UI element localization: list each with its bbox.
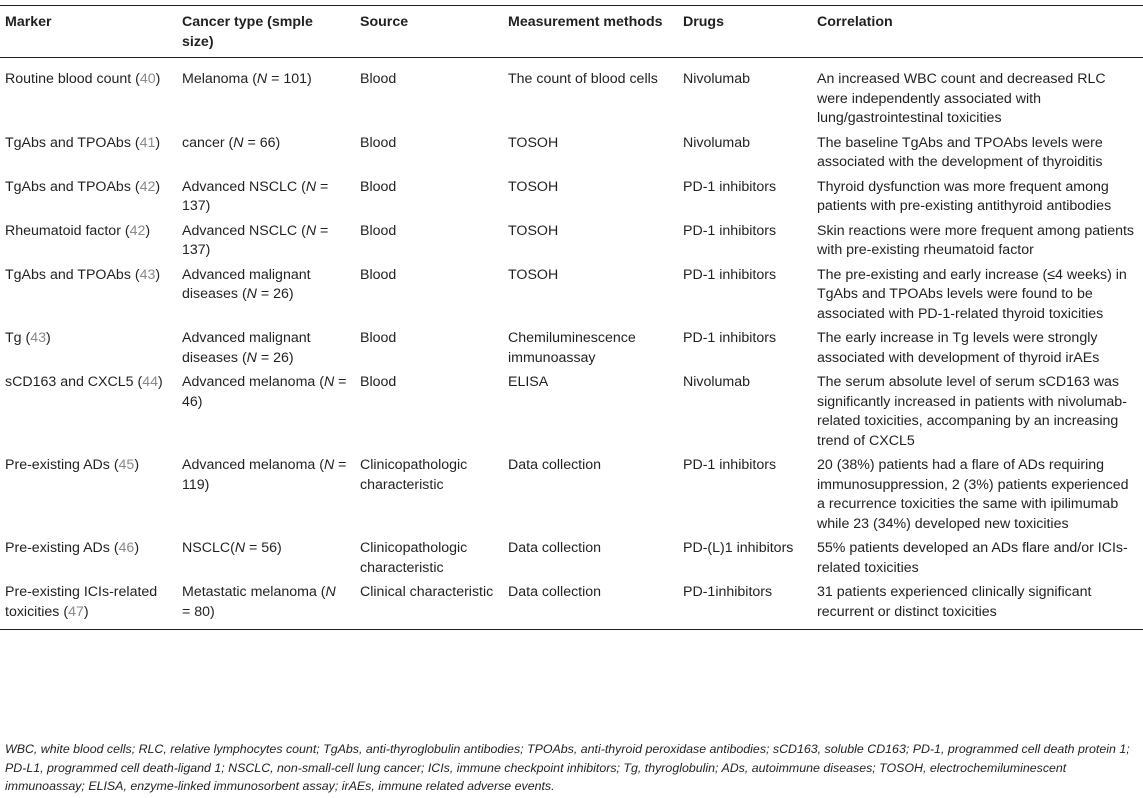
sample-size: 66 <box>259 134 276 151</box>
cell-correlation: 55% patients developed an ADs flare and/or ICIs-related toxicities <box>817 540 1128 576</box>
cell-drugs: PD-1 inhibitors <box>683 330 777 346</box>
cell-marker: TgAbs and TPOAbs (42) <box>5 178 161 195</box>
sample-size: 119 <box>182 476 205 493</box>
cell-marker: Routine blood count (40) <box>5 71 161 87</box>
cell-measurement-method: Chemiluminescence immunoassay <box>508 330 636 366</box>
table-row <box>0 58 1143 131</box>
sample-size: 46 <box>182 393 198 410</box>
table-row <box>0 326 1143 370</box>
reference-link[interactable]: 41 <box>139 134 156 151</box>
reference-link[interactable]: 47 <box>68 603 84 620</box>
header-row <box>0 6 1143 58</box>
cell-correlation: 31 patients experienced clinically significant recurrent or distinct toxicities <box>812 580 1143 630</box>
reference-link[interactable]: 42 <box>129 222 146 239</box>
cell-source: Blood <box>360 134 397 151</box>
cell-source: Clinicopathologic characteristic <box>360 540 468 576</box>
cell-marker: Pre-existing ADs (46) <box>5 540 140 556</box>
cell-cancer-type: Advanced NSCLC (N = 137) <box>182 178 329 214</box>
header-cancer-type: Cancer type (smple size) <box>177 6 355 58</box>
marker-name: TgAbs and TPOAbs <box>5 266 131 283</box>
header-drugs: Drugs <box>678 6 812 58</box>
sample-size: 137 <box>182 242 206 258</box>
header-measurement-methods: Measurement methods <box>503 6 678 58</box>
marker-name: Pre-existing ADs <box>5 540 110 556</box>
cancer-type: NSCLC <box>182 540 231 556</box>
cell-measurement-method: TOSOH <box>508 222 559 239</box>
reference-link[interactable]: 42 <box>139 178 156 195</box>
cell-source: Blood <box>360 266 397 283</box>
cell-measurement-method: Data collection <box>508 540 602 556</box>
marker-name: Rheumatoid factor <box>5 222 121 239</box>
table-header <box>0 6 1143 58</box>
table-row <box>0 263 1143 327</box>
cell-source: Blood <box>360 374 397 390</box>
reference-link[interactable]: 43 <box>30 330 47 346</box>
cell-source: Clinical characteristic <box>355 580 503 630</box>
cell-source: Blood <box>360 71 397 87</box>
cell-drugs: Nivolumab <box>683 134 751 151</box>
header-correlation: Correlation <box>812 6 1143 58</box>
cell-drugs: PD-1 inhibitors <box>683 266 777 283</box>
cancer-type: Advanced malignant diseases <box>182 266 311 302</box>
cell-source: Clinicopathologic characteristic <box>360 457 468 493</box>
marker-name: TgAbs and TPOAbs <box>5 178 131 195</box>
cell-measurement-method: TOSOH <box>508 134 559 151</box>
cancer-type: Melanoma <box>182 71 249 87</box>
cell-cancer-type: Advanced melanoma (N = 46) <box>182 374 347 410</box>
cell-drugs: Nivolumab <box>683 374 751 390</box>
cell-measurement-method: TOSOH <box>508 266 559 283</box>
table-row <box>0 131 1143 175</box>
header-marker: Marker <box>0 6 177 58</box>
cell-marker: Tg (43) <box>5 330 51 346</box>
cell-marker: TgAbs and TPOAbs (43) <box>5 266 161 283</box>
cell-correlation: 20 (38%) patients had a flare of ADs requiring immunosuppression, 2 (3%) patients experienced a recurrence toxicities the same with ipilimumab while 23 (34%) developed new toxicities <box>817 457 1129 532</box>
cell-correlation: An increased WBC count and decreased RLC were independently associated with lung/gastrointestinal toxicities <box>817 71 1106 126</box>
reference-link[interactable]: 44 <box>142 374 158 390</box>
cancer-type: Advanced melanoma <box>182 457 316 473</box>
table-footnote: WBC, white blood cells; RLC, relative lymphocytes count; TgAbs, anti-thyroglobulin antibodies; TPOAbs, anti-thyroid peroxidase antibodies; sCD163, soluble CD163; PD-1, programmed cell death protein 1; PD-L1, programmed cell death-ligand 1; NSCLC, non-small-cell lung cancer; ICIs, immune checkpoint inhibitors; Tg, thyroglobulin; ADs, autoimmune diseases; TOSOH, electrochemiluminescent immunoassay; ELISA, enzyme-linked immunosorbent assay; irAEs, immune related adverse events. <box>5 742 1130 793</box>
cell-correlation: Thyroid dysfunction was more frequent among patients with pre-existing antithyroid antibodies <box>817 178 1112 214</box>
cell-drugs: PD-1 inhibitors <box>683 457 777 473</box>
table-row <box>0 580 1143 630</box>
cell-cancer-type: Advanced NSCLC (N = 137) <box>182 222 329 258</box>
cell-measurement-method: The count of blood cells <box>508 71 658 87</box>
cancer-type: Advanced melanoma <box>182 374 316 390</box>
cell-cancer-type: Melanoma (N = 101) <box>182 71 312 87</box>
cell-cancer-type: NSCLC(N = 56) <box>182 540 282 556</box>
cell-measurement-method: TOSOH <box>508 178 559 195</box>
cell-source: Blood <box>360 330 397 346</box>
reference-link[interactable]: 43 <box>139 266 156 283</box>
cell-marker: TgAbs and TPOAbs (41) <box>5 134 161 151</box>
cell-cancer-type: Metastatic melanoma (N = 80) <box>177 580 355 630</box>
cancer-type: cancer <box>182 134 225 151</box>
cancer-type: Advanced NSCLC <box>182 222 298 239</box>
table-body <box>0 58 1143 630</box>
cell-measurement-method: Data collection <box>503 580 678 630</box>
cell-cancer-type: cancer (N = 66) <box>182 134 281 151</box>
sample-size: 137 <box>182 198 206 214</box>
cell-cancer-type: Advanced malignant diseases (N = 26) <box>182 330 311 366</box>
sample-size: 56 <box>261 540 278 556</box>
cell-measurement-method: ELISA <box>508 374 549 390</box>
cell-marker: Rheumatoid factor (42) <box>5 222 151 239</box>
cell-cancer-type: Advanced malignant diseases (N = 26) <box>182 266 311 302</box>
cell-marker: Pre-existing ADs (45) <box>5 457 140 473</box>
cell-measurement-method: Data collection <box>508 457 602 473</box>
cell-drugs: PD-(L)1 inhibitors <box>683 540 794 556</box>
marker-name: Routine blood count <box>5 71 132 87</box>
table-row <box>0 453 1143 536</box>
table-row <box>0 175 1143 219</box>
cell-correlation: The baseline TgAbs and TPOAbs levels were associated with the development of thyroiditis <box>817 134 1103 170</box>
cell-drugs: Nivolumab <box>683 71 751 87</box>
table-row <box>0 536 1143 580</box>
cancer-type: Metastatic melanoma <box>182 584 317 600</box>
cell-cancer-type: Advanced melanoma (N = 119) <box>182 457 347 493</box>
sample-size: 80 <box>194 603 211 620</box>
reference-link[interactable]: 46 <box>118 540 135 556</box>
reference-link[interactable]: 45 <box>118 457 135 473</box>
header-source: Source <box>355 6 503 58</box>
cell-source: Blood <box>360 178 397 195</box>
table-row <box>0 370 1143 453</box>
cell-drugs: PD-1 inhibitors <box>683 178 777 195</box>
sample-size: 101 <box>283 71 308 87</box>
table-row <box>0 219 1143 263</box>
marker-name: sCD163 and CXCL5 <box>5 374 134 390</box>
marker-name: Pre-existing ICIs-related toxicities <box>5 584 158 620</box>
reference-link[interactable]: 40 <box>139 71 156 87</box>
cell-source: Blood <box>360 222 397 239</box>
cell-correlation: The early increase in Tg levels were strongly associated with development of thyroid irAEs <box>817 330 1100 366</box>
cell-marker: sCD163 and CXCL5 (44) <box>5 374 163 390</box>
cell-drugs: PD-1 inhibitors <box>683 222 777 239</box>
sample-size: 26 <box>273 286 289 302</box>
marker-name: TgAbs and TPOAbs <box>5 134 131 151</box>
cell-drugs: PD-1inhibitors <box>678 580 812 630</box>
markers-table <box>0 5 1143 630</box>
cancer-type: Advanced malignant diseases <box>182 330 311 366</box>
cell-correlation: The pre-existing and early increase (≤4 weeks) in TgAbs and TPOAbs levels were found to be associated with PD-1-related thyroid toxicities <box>817 266 1127 322</box>
marker-name: Tg <box>5 330 22 346</box>
cell-correlation: The serum absolute level of serum sCD163 was significantly increased in patients with nivolumab-related toxicities, accompaning by an increasing trend of CXCL5 <box>817 374 1127 449</box>
cell-marker: Pre-existing ICIs-related toxicities (47) <box>0 580 177 630</box>
sample-size: 26 <box>273 349 289 366</box>
marker-name: Pre-existing ADs <box>5 457 110 473</box>
cell-correlation: Skin reactions were more frequent among patients with pre-existing rheumatoid factor <box>817 222 1135 258</box>
cancer-type: Advanced NSCLC <box>182 178 298 195</box>
